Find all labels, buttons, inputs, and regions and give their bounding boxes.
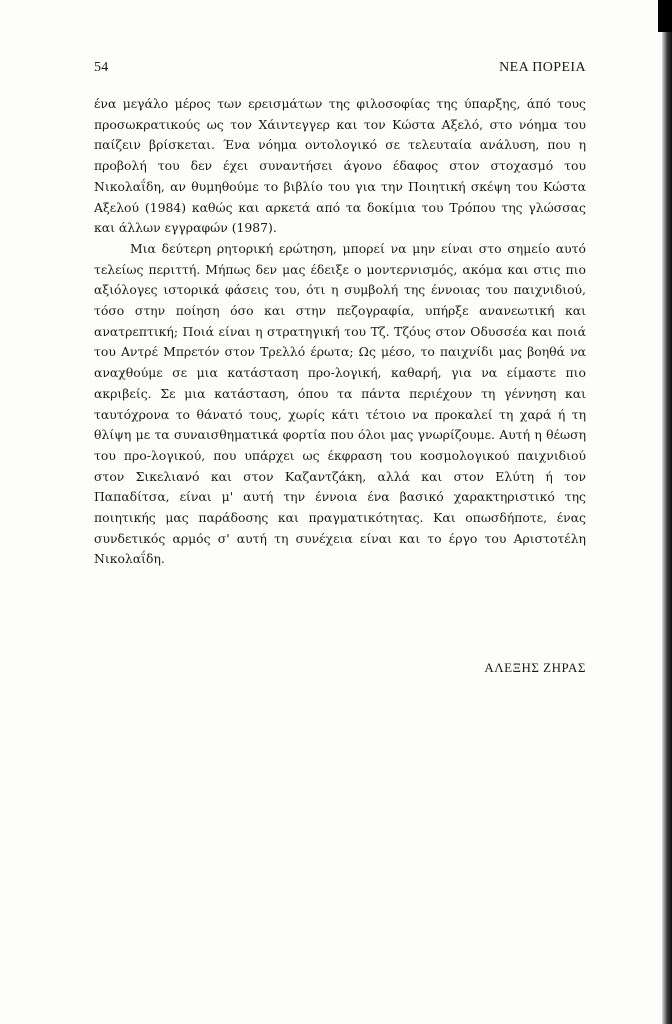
- paragraph-2: Μια δεύτερη ρητορική ερώτηση, μπορεί να μην είναι στο σημείο αυτό τελείως περιττή. Μήπως δεν μας έδειξε ο μοντερνισμός, ακόμα και στις πιο αξιόλογες ιστορικά φάσεις του, ότι η συμβολή της έννοιας του παιχνιδιού, τόσο στην ποίηση όσο και στην πεζογραφία, υπήρξε ανανεωτική και ανατρεπτική; Ποιά είναι η στρατηγική του Τζ. Τζόυς στον Οδυσσέα και ποιά του Αντρέ Μπρετόν στον Τρελλό έρωτα; Ως μέσο, το παιχνίδι μας βοηθά να αναχθούμε σε μια κατάσταση προ-λογική, καθαρή, για να είμαστε πιο ακριβείς. Σε μια κατάσταση, όπου τα πάντα περιέχουν τη γέννηση και ταυτόχρονα το θάνατό τους, χωρίς κάτι τέτοιο να προκαλεί τη χαρά ή τη θλίψη με τα συναισθηματικά φορτία που όλοι μας γνωρίζουμε. Αυτή η θέωση του προ-λογικού, που υπάρχει ως έκφραση του κοσμολογικού παιχνιδιού στον Σικελιανό και στον Καζαντζάκη, αλλά και στον Ελύτη ή τον Παπαδίτσα, είναι μ' αυτή την έννοια ένα βασικό χαρακτηριστικό της ποιητικής μας παράδοσης και πραγματικότητας. Και οπωσδήποτε, ένας συνδετικός αρμός σ' αυτή τη συνέχεια είναι και το έργο του Αριστοτέλη Νικολαΐδη.: [94, 240, 586, 567]
- article-body: [94, 94, 586, 570]
- page-edge-shadow: [662, 0, 672, 1024]
- page-corner-dark: [658, 0, 672, 32]
- running-head: ΝΕΑ ΠΟΡΕΙΑ: [499, 60, 586, 75]
- author-signature: ΑΛΕΞΗΣ ΖΗΡΑΣ: [484, 660, 586, 675]
- page-number: 54: [94, 60, 109, 75]
- paragraph-1: ένα μεγάλο μέρος των ερεισμάτων της φιλοσοφίας της ύπαρξης, άπό τους προσωκρατικούς ως τον Χάιντεγγερ και τον Κώστα Αξελό, στο νόημα του παίζειν βρίσκεται. Ένα νόημα οντολογικό σε τελευταία ανάλυση, που η προβολή του δεν έχει συναντήσει άγονο έδαφος στον στοχασμό του Νικολαΐδη, αν θυμηθούμε το βιβλίο του για την Ποιητική σκέψη του Κώστα Αξελού (1984) καθώς και αρκετά από τα δοκίμια του Τρόπου της γλώσσας και άλλων εγγραφών (1987).: [94, 96, 586, 236]
- page-header: [94, 60, 586, 82]
